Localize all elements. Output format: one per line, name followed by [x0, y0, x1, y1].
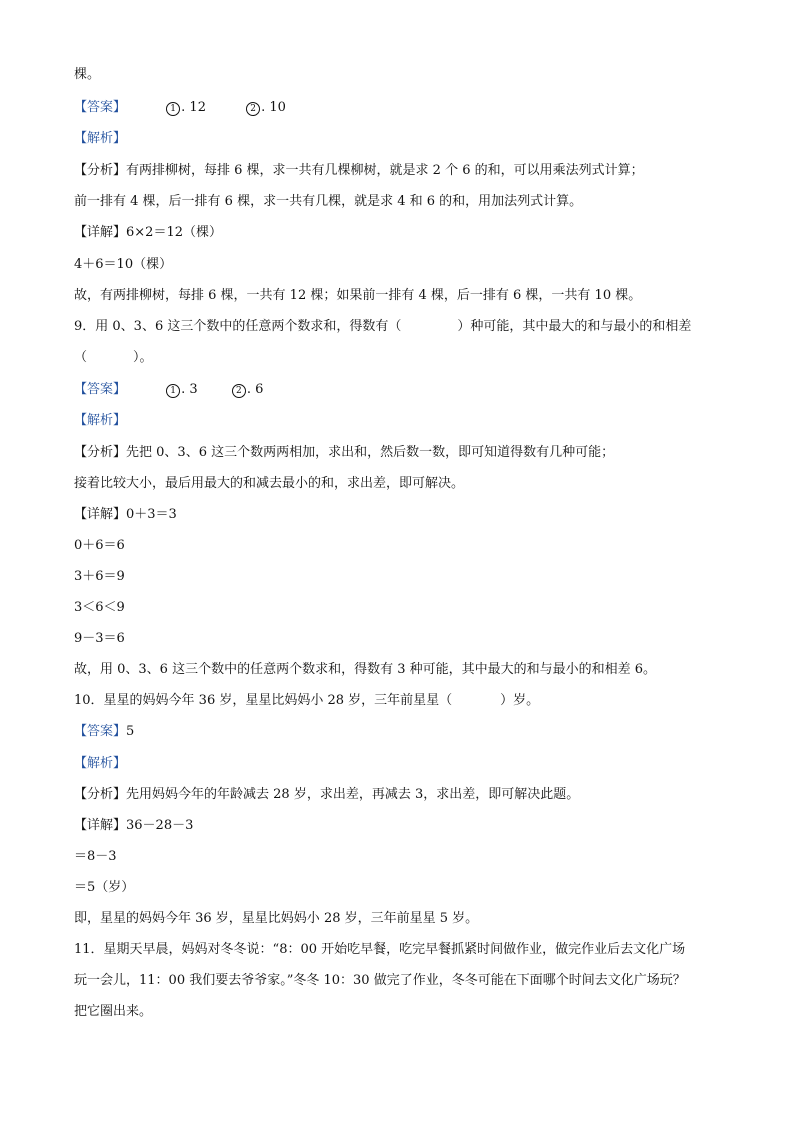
analysis-sub-label: 【分析】 [74, 445, 127, 460]
question-text: 11．星期天早晨，妈妈对冬冬说：“8：00 开始吃早餐，吃完早餐抓紧时间做作业，做完作业后去文化广场 [74, 942, 686, 957]
analysis-sub-label: 【分析】 [74, 163, 127, 178]
detail-label: 【详解】 [74, 818, 127, 833]
text: 接着比较大小，最后用最大的和减去最小的和，求出差，即可解决。 [74, 476, 465, 491]
detail-label: 【详解】 [74, 507, 127, 522]
answer-label: 【答案】 [74, 382, 127, 397]
answer-value: . 6 [246, 382, 264, 397]
question-11 [74, 941, 685, 959]
question-text: 10．星星的妈妈今年 36 岁，星星比妈妈小 28 岁，三年前星星（ [74, 693, 453, 708]
text: 前一排有 4 棵，后一排有 6 棵，求一共有几棵，就是求 4 和 6 的和，用加法列式计算。 [74, 194, 583, 209]
text: 即，星星的妈妈今年 36 岁，星星比妈妈小 28 岁，三年前星星 5 岁。 [74, 911, 479, 926]
answer-line-10 [74, 723, 134, 741]
text-line [74, 848, 117, 866]
text: 0＋6＝6 [74, 538, 125, 553]
question-text: 把它圈出来。 [74, 1004, 153, 1019]
text: 有两排柳树，每排 6 棵，求一共有几棵柳树，就是求 2 个 6 的和，可以用乘法列式计算； [126, 163, 644, 178]
detail-label: 【详解】 [74, 225, 127, 240]
text: ＝8－3 [74, 849, 117, 864]
analysis-line [74, 162, 644, 180]
text: 0＋3＝3 [126, 507, 177, 522]
answer-value: 5 [126, 724, 135, 739]
question-text: （ [74, 350, 88, 365]
circled-number: 2 [232, 384, 246, 398]
answer-line-9 [74, 381, 263, 399]
text-line [74, 66, 100, 84]
text: 3＜6＜9 [74, 600, 125, 615]
text-line [74, 630, 125, 648]
answer-item [232, 382, 264, 397]
question-10 [74, 692, 539, 710]
circled-number: 1 [166, 384, 180, 398]
answer-item [246, 100, 286, 115]
text: 9－3＝6 [74, 631, 125, 646]
circled-number: 2 [246, 102, 260, 116]
text-line [74, 537, 125, 555]
answer-value: . 3 [181, 382, 198, 397]
answer-line-8 [74, 99, 286, 117]
question-text: ）种可能，其中最大的和与最小的和相差 [457, 319, 692, 334]
answer-item [166, 100, 206, 115]
question-11-cont [74, 1003, 152, 1021]
text: 故，用 0、3、6 这三个数中的任意两个数求和，得数有 3 种可能，其中最大的和与最小的和相差 6。 [74, 662, 657, 677]
text-line [74, 599, 125, 617]
text-line [74, 287, 641, 305]
question-9 [74, 318, 691, 336]
detail-line [74, 817, 193, 835]
question-text: 9．用 0、3、6 这三个数中的任意两个数求和，得数有（ [74, 319, 402, 334]
answer-label: 【答案】 [74, 724, 127, 739]
question-text: ）岁。 [500, 693, 540, 708]
analysis-label: 【解析】 [74, 756, 127, 771]
text: 36－28－3 [126, 818, 194, 833]
answer-label: 【答案】 [74, 100, 127, 115]
text-line [74, 256, 172, 274]
text: 3＋6＝9 [74, 569, 125, 584]
text: 棵。 [74, 67, 101, 82]
text: 先把 0、3、6 这三个数两两相加，求出和，然后数一数，即可知道得数有几种可能； [126, 445, 615, 460]
analysis-heading [74, 130, 126, 148]
text-line [74, 661, 656, 679]
text-line [74, 879, 134, 897]
text: 先用妈妈今年的年龄减去 28 岁，求出差，再减去 3，求出差，即可解决此题。 [126, 787, 580, 802]
answer-value: . 12 [181, 100, 206, 115]
text-line [74, 193, 582, 211]
text-line [74, 475, 464, 493]
question-9-cont [74, 349, 153, 367]
text: 4＋6＝10（棵） [74, 257, 173, 272]
question-11-cont [74, 972, 686, 990]
answer-item [166, 382, 198, 397]
circled-number: 1 [166, 102, 180, 116]
analysis-line [74, 444, 614, 462]
text-line [74, 568, 125, 586]
analysis-label: 【解析】 [74, 131, 127, 146]
detail-line [74, 224, 222, 242]
analysis-line [74, 786, 579, 804]
text-line [74, 910, 478, 928]
answer-value: . 10 [261, 100, 286, 115]
analysis-sub-label: 【分析】 [74, 787, 127, 802]
question-text: 玩一会儿，11：00 我们要去爷爷家。”冬冬 10：30 做完了作业，冬冬可能在下面哪个时间去文化广场玩？ [74, 973, 686, 988]
text: 故，有两排柳树，每排 6 棵，一共有 12 棵；如果前一排有 4 棵，后一排有 6 棵，一共有 10 棵。 [74, 288, 642, 303]
analysis-heading [74, 412, 126, 430]
text: 6×2＝12（棵） [126, 225, 222, 240]
analysis-label: 【解析】 [74, 413, 127, 428]
text: ＝5（岁） [74, 880, 135, 895]
question-text: ）。 [133, 350, 153, 365]
detail-line [74, 506, 177, 524]
analysis-heading [74, 755, 126, 773]
